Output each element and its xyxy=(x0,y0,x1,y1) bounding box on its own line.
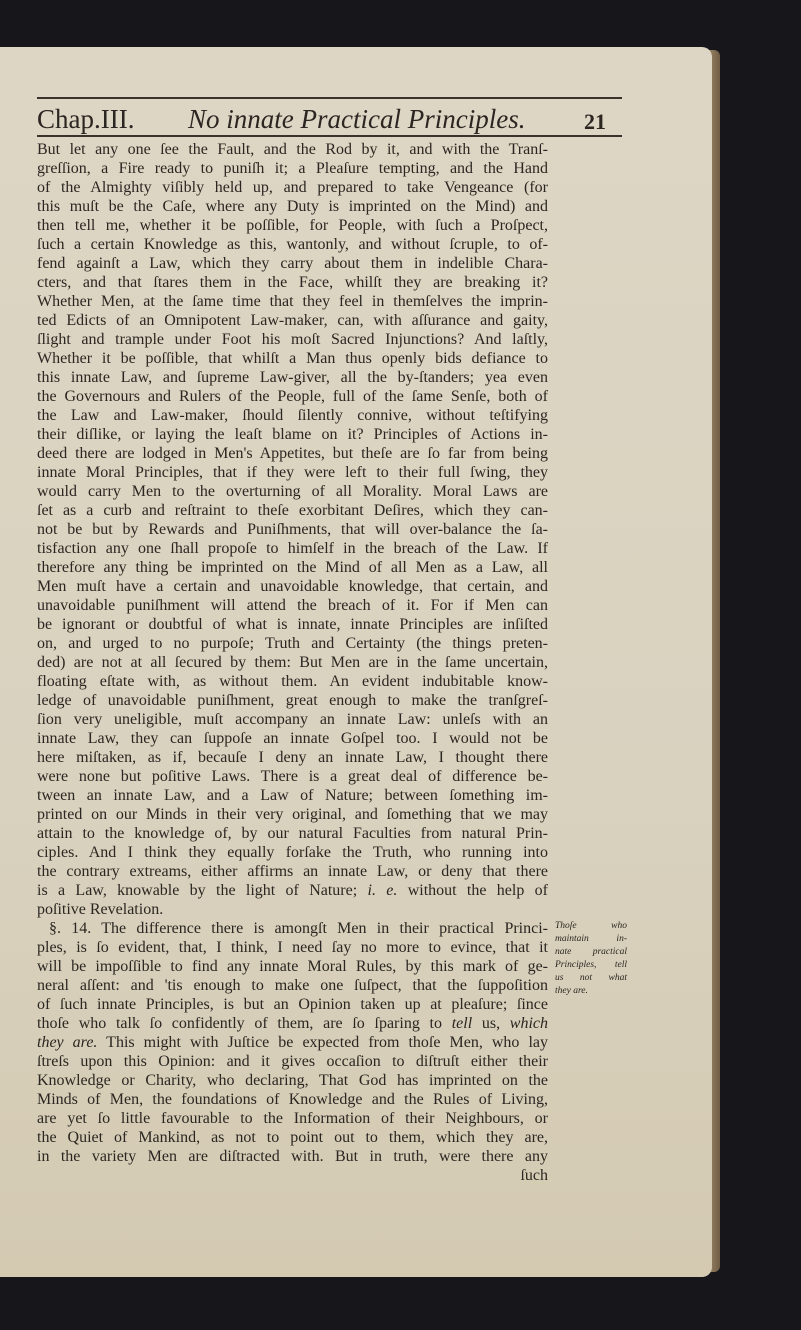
text-line xyxy=(37,1147,548,1166)
text-segment: is a Law, knowable by the light of Nature; xyxy=(37,882,368,899)
header-rule-top xyxy=(37,97,622,99)
text-line xyxy=(37,501,548,520)
text-segment: their diſlike, or laying the leaſt blame on it? Principles of Actions in- xyxy=(37,426,548,443)
text-line xyxy=(37,235,548,254)
text-segment: Knowledge or Charity, who declaring, That God has imprinted on the xyxy=(37,1072,548,1089)
margin-note-line: they are. xyxy=(555,986,588,996)
text-line xyxy=(37,311,548,330)
text-line xyxy=(37,292,548,311)
text-segment: i. e. xyxy=(367,882,398,899)
text-segment: without the help of xyxy=(397,882,548,899)
text-segment: will be impoſſible to find any innate Moral Rules, by this mark of ge- xyxy=(37,958,548,975)
text-segment: cters, and that ſtares them in the Face, whilſt they are breaking it? xyxy=(37,274,548,291)
text-segment: §. 14. The difference there is amongſt Men in their practical Princi- xyxy=(49,920,548,937)
text-segment: ted Edicts of an Omnipotent Law-maker, can, with aſſurance and gaity, xyxy=(37,312,548,329)
text-segment: of ſuch innate Principles, is but an Opinion taken up at pleaſure; ſince xyxy=(37,996,548,1013)
text-line xyxy=(37,957,548,976)
text-line xyxy=(37,1052,548,1071)
text-segment: This might with Juſtice be expected from thoſe Men, who lay xyxy=(97,1034,548,1051)
text-line xyxy=(37,444,548,463)
text-segment: Whether Men, at the ſame time that they feel in themſelves the imprin- xyxy=(37,293,548,310)
margin-note-line: Principles, tell xyxy=(555,960,627,970)
margin-note-line: us not what xyxy=(555,973,627,983)
text-line xyxy=(37,805,548,824)
text-segment: be ignorant or doubtful of what is innate, innate Principles are inſiſted xyxy=(37,616,548,633)
text-segment: deed there are lodged in Men's Appetites, but theſe are ſo far from being xyxy=(37,445,548,462)
margin-note xyxy=(555,920,627,998)
text-line xyxy=(37,159,548,178)
text-line xyxy=(37,900,548,919)
text-line xyxy=(37,216,548,235)
text-segment: the Governours and Rulers of the People, full of the ſame Senſe, both of xyxy=(37,388,548,405)
text-line xyxy=(37,729,548,748)
text-segment: this muſt be the Caſe, where any Duty is imprinted on the Mind) and xyxy=(37,198,548,215)
page-number: 21 xyxy=(584,109,606,134)
text-line xyxy=(37,463,548,482)
text-segment: not be but by Rewards and Puniſhments, that will over-balance the ſa- xyxy=(37,521,548,538)
text-segment: were none but poſitive Laws. There is a great deal of difference be- xyxy=(37,768,548,785)
text-line xyxy=(37,558,548,577)
text-line xyxy=(37,691,548,710)
text-segment: Men muſt have a certain and unavoidable knowledge, that certain, and xyxy=(37,578,548,595)
body-text xyxy=(37,140,548,1185)
text-segment: they are. xyxy=(37,1034,98,1051)
text-line xyxy=(37,1090,548,1109)
text-segment: unavoidable puniſhment will attend the breach of it. For if Men can xyxy=(37,597,548,614)
text-segment: fend againſt a Law, which they carry about them in indelible Chara- xyxy=(37,255,548,272)
text-line xyxy=(37,197,548,216)
text-segment: the Law and Law-maker, ſhould ſilently connive, without teſtifying xyxy=(37,407,548,424)
chapter-label: Chap.III. xyxy=(37,104,135,134)
text-line xyxy=(37,520,548,539)
text-segment: this innate Law, and ſupreme Law-giver, all the by-ſtanders; yea even xyxy=(37,369,548,386)
text-line xyxy=(37,786,548,805)
text-segment: of the Almighty viſibly held up, and prepared to take Vengeance (for xyxy=(37,179,548,196)
text-segment: tisfaction any one ſhall propoſe to himſelf in the breach of the Law. If xyxy=(37,540,548,557)
text-segment: ſion very uneligible, muſt accompany an innate Law: unleſs with an xyxy=(37,711,548,728)
text-segment: therefore any thing be imprinted on the Mind of all Men as a Law, all xyxy=(37,559,548,576)
text-segment: tell xyxy=(451,1015,473,1032)
text-line xyxy=(37,349,548,368)
text-segment: Minds of Men, the foundations of Knowledge and the Rules of Living, xyxy=(37,1091,548,1108)
text-segment: Whether it be poſſible, that whilſt a Man thus openly bids defiance to xyxy=(37,350,548,367)
text-line xyxy=(37,1109,548,1128)
text-segment: are yet ſo little favourable to the Information of their Neighbours, or xyxy=(37,1110,548,1127)
text-line xyxy=(37,254,548,273)
running-title: No innate Practical Principles. xyxy=(188,104,526,134)
text-line xyxy=(37,539,548,558)
text-line xyxy=(37,1128,548,1147)
text-segment: poſitive Revelation. xyxy=(37,901,164,918)
text-line xyxy=(37,140,548,159)
text-line xyxy=(37,767,548,786)
header-rule-bottom xyxy=(37,135,622,137)
text-line xyxy=(37,406,548,425)
text-line xyxy=(37,577,548,596)
margin-note-line: Thoſe who xyxy=(555,921,627,931)
text-line xyxy=(37,615,548,634)
text-line xyxy=(37,387,548,406)
text-segment: us, xyxy=(472,1015,510,1032)
text-line xyxy=(37,178,548,197)
text-line xyxy=(37,919,548,938)
text-segment: ſlight and trample under Foot his moſt Sacred Injunctions? And laſtly, xyxy=(37,331,548,348)
text-segment: ciples. And I think they equally forſake the Truth, who running into xyxy=(37,844,548,861)
text-line xyxy=(37,273,548,292)
margin-note-line: maintain in- xyxy=(555,934,627,944)
text-segment: on, and urged to no purpoſe; Truth and Certainty (the things preten- xyxy=(37,635,548,652)
text-segment: would carry Men to the overturning of all Morality. Moral Laws are xyxy=(37,483,548,500)
text-line xyxy=(37,1014,548,1033)
book-page xyxy=(0,47,712,1277)
text-line xyxy=(37,995,548,1014)
text-line xyxy=(37,843,548,862)
text-line xyxy=(37,653,548,672)
text-segment: floating eſtate with, as without them. An evident indubitable know- xyxy=(37,673,548,690)
text-segment: But let any one ſee the Fault, and the Rod by it, and with the Tranſ- xyxy=(37,141,548,158)
text-segment: thoſe who talk ſo confidently of them, are ſo ſparing to xyxy=(37,1015,452,1032)
text-segment: tween an innate Law, and a Law of Nature; between ſomething im- xyxy=(37,787,548,804)
text-segment: innate Moral Principles, that if they were left to their full ſwing, they xyxy=(37,464,548,481)
text-segment: the Quiet of Mankind, as not to point out to them, which they are, xyxy=(37,1129,548,1146)
text-line xyxy=(37,330,548,349)
text-segment: here miſtaken, as if, becauſe I deny an innate Law, I thought there xyxy=(37,749,548,766)
text-segment: ſtreſs upon this Opinion: and it gives occaſion to diſtruſt either their xyxy=(37,1053,548,1070)
text-line xyxy=(37,976,548,995)
text-line xyxy=(37,596,548,615)
text-segment: which xyxy=(509,1015,548,1032)
text-line xyxy=(37,881,548,900)
text-line xyxy=(37,368,548,387)
text-line xyxy=(37,710,548,729)
text-segment: ſet as a curb and reſtraint to theſe exorbitant Deſires, which they can- xyxy=(37,502,548,519)
margin-note-line: nate practical xyxy=(555,947,627,957)
text-line xyxy=(37,862,548,881)
text-line xyxy=(37,748,548,767)
text-line xyxy=(37,672,548,691)
text-segment: the contrary extreams, either affirms an innate Law, or deny that there xyxy=(37,863,548,880)
text-segment: ledge of unavoidable puniſhment, great enough to make the tranſgreſ- xyxy=(37,692,548,709)
text-segment: attain to the knowledge of, by our natural Faculties from natural Prin- xyxy=(37,825,548,842)
text-line xyxy=(37,425,548,444)
text-line xyxy=(37,482,548,501)
text-line xyxy=(37,1033,548,1052)
text-segment: ſuch a certain Knowledge as this, wantonly, and without ſcruple, to of- xyxy=(37,236,548,253)
text-segment: ded) are not at all ſecured by them: But Men are in the ſame uncertain, xyxy=(37,654,548,671)
text-line xyxy=(37,1071,548,1090)
text-line xyxy=(37,634,548,653)
text-segment: greſſion, a Fire ready to puniſh it; a Pleaſure tempting, and the Hand xyxy=(37,160,548,177)
text-segment: then tell me, whether it be poſſible, for People, with ſuch a Proſpect, xyxy=(37,217,548,234)
text-line xyxy=(37,824,548,843)
text-segment: printed on our Minds in their very original, and ſomething that we may xyxy=(37,806,548,823)
text-segment: in the variety Men are diſtracted with. But in truth, were there any xyxy=(37,1148,548,1165)
text-segment: neral aſſent: and 'tis enough to make one ſuſpect, that the ſuppoſition xyxy=(37,977,548,994)
catchword: ſuch xyxy=(520,1167,548,1184)
text-segment: ples, is ſo evident, that, I think, I need ſay no more to evince, that it xyxy=(37,939,548,956)
text-segment: innate Law, they can ſuppoſe an innate Goſpel too. I would not be xyxy=(37,730,548,747)
text-line xyxy=(37,938,548,957)
